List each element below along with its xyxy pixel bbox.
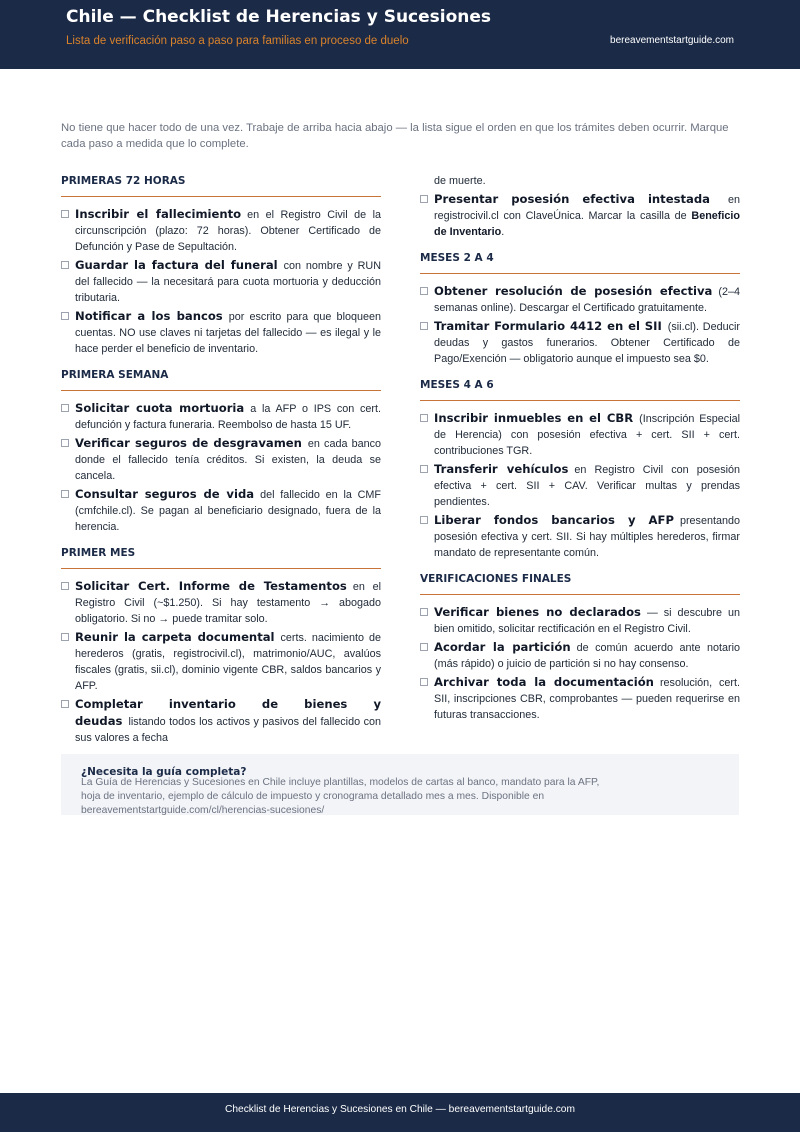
checklist-item[interactable]	[61, 696, 381, 746]
checkbox-icon[interactable]	[420, 643, 428, 651]
checkbox-icon[interactable]	[61, 582, 69, 590]
checkbox-icon[interactable]	[420, 516, 428, 524]
item-lead: Inscribir inmuebles en el CBR	[434, 411, 634, 425]
checkbox-icon[interactable]	[61, 312, 69, 320]
item-lead: Presentar posesión efectiva intestada	[434, 192, 710, 206]
checklist-item[interactable]	[61, 206, 381, 255]
page-header	[0, 0, 800, 69]
right-column	[420, 173, 740, 725]
item-text: (2–4 semanas online). Descargar el Certificado gratuitamente.	[434, 286, 740, 314]
checklist-item[interactable]	[61, 486, 381, 535]
checkbox-icon[interactable]	[420, 287, 428, 295]
checklist-item[interactable]	[420, 283, 740, 316]
item-text: en Registro Civil con posesión efectiva + cert. SII + CAV. Verificar multas y prendas pendientes.	[434, 464, 740, 508]
footer-text: Checklist de Herencias y Sucesiones en Chile — bereavementstartguide.com	[225, 1104, 575, 1115]
section-title: PRIMERAS 72 HORAS	[61, 175, 381, 197]
site-name: bereavementstartguide.com	[610, 35, 734, 46]
item-lead: Transferir vehículos	[434, 462, 569, 476]
checklist-item[interactable]	[61, 308, 381, 357]
intro-text: No tiene que hacer todo de una vez. Trabaje de arriba hacia abajo — la lista sigue el orden en que los trámites deben ocurrir. Marque cada paso a medida que lo complete.	[61, 122, 729, 150]
checkbox-icon[interactable]	[420, 678, 428, 686]
item-lead: Archivar toda la documentación	[434, 675, 654, 689]
item-text: resolución, cert. SII, inscripciones CBR, comprobantes — pueden requerirse en futuras transacciones.	[434, 677, 740, 721]
checkbox-icon[interactable]	[61, 700, 69, 708]
item-text-end: .	[501, 226, 505, 238]
checklist-item[interactable]	[61, 257, 381, 306]
item-text: (Inscripción Especial de Herencia) con posesión efectiva + cert. SII + cert. contribuciones TGR.	[434, 413, 741, 457]
checklist-item[interactable]	[420, 461, 740, 510]
item-emphasis: Beneficio de Inventario	[434, 210, 741, 238]
item-text: por escrito para que bloqueen cuentas. NO use claves ni tarjetas del fallecido — es ilegal y le hace perder el beneficio de inventario.	[75, 311, 381, 355]
item-text: de común acuerdo ante notario (más rápido) o juicio de partición si no hay consenso.	[434, 642, 740, 670]
item-text: a la AFP o IPS con cert. defunción y factura funeraria. Reembolso de hasta 15 UF.	[75, 403, 381, 431]
checklist-item[interactable]	[61, 578, 381, 627]
checklist-item[interactable]	[420, 318, 740, 367]
item-text: listando todos los activos y pasivos del fallecido con sus valores a fecha	[75, 716, 381, 744]
page-subtitle: Lista de verificación paso a paso para familias en proceso de duelo	[66, 35, 409, 47]
item-text: en cada banco donde el fallecido tenía créditos. Si existen, la deuda se cancela.	[75, 438, 381, 482]
item-text: en el Registro Civil (~$1.250). Si hay testamento → abogado obligatorio. Si no → puede tramitar solo.	[75, 581, 381, 625]
item-lead: Completar inventario de bienes y deudas	[75, 697, 381, 728]
item-lead: Acordar la partición	[434, 640, 571, 654]
checklist-item[interactable]	[420, 191, 740, 240]
checkbox-icon[interactable]	[420, 414, 428, 422]
checklist-item[interactable]	[420, 410, 740, 459]
checklist-item[interactable]	[420, 512, 740, 561]
section-title: VERIFICACIONES FINALES	[420, 573, 740, 595]
item-lead: Reunir la carpeta documental	[75, 630, 275, 644]
section-title: PRIMER MES	[61, 547, 381, 569]
checklist-item[interactable]	[420, 674, 740, 723]
item-text: (sii.cl). Deducir deudas y gastos funerarios. Obtener Certificado de Pago/Exención — obligatorio aunque el impuesto sea $0.	[434, 321, 740, 365]
checkbox-icon[interactable]	[420, 322, 428, 330]
item-lead: Notificar a los bancos	[75, 309, 223, 323]
left-column	[61, 173, 381, 748]
page-footer	[0, 1093, 800, 1132]
section-title: MESES 2 A 4	[420, 252, 740, 274]
item-lead: Solicitar Cert. Informe de Testamentos	[75, 579, 347, 593]
checkbox-icon[interactable]	[61, 439, 69, 447]
checkbox-icon[interactable]	[61, 404, 69, 412]
checkbox-icon[interactable]	[420, 195, 428, 203]
checklist-item[interactable]	[61, 435, 381, 484]
item-text: certs. nacimiento de herederos (gratis, registrocivil.cl), matrimonio/AUC, avalúos fiscales (gratis, sii.cl), dominio vigente CBR, saldos bancarios y AFP.	[75, 632, 381, 692]
item-text: — si descubre un bien omitido, solicitar rectificación en el Registro Civil.	[434, 607, 740, 635]
checklist-item[interactable]	[420, 639, 740, 672]
item-lead: Verificar seguros de desgravamen	[75, 436, 302, 450]
checkbox-icon[interactable]	[61, 490, 69, 498]
checkbox-icon[interactable]	[420, 608, 428, 616]
item-lead: Obtener resolución de posesión efectiva	[434, 284, 713, 298]
checkbox-icon[interactable]	[420, 465, 428, 473]
page-title: Chile — Checklist de Herencias y Sucesiones	[66, 7, 492, 27]
item-lead: Solicitar cuota mortuoria	[75, 401, 245, 415]
item-text: con nombre y RUN del fallecido — la necesitará para cuota mortuoria y deducción tributaria.	[75, 260, 381, 304]
item-lead: Verificar bienes no declarados	[434, 605, 641, 619]
checklist-item[interactable]	[420, 604, 740, 637]
checklist-item[interactable]	[61, 629, 381, 694]
continued-text: de muerte.	[434, 175, 486, 187]
item-lead: Liberar fondos bancarios y AFP	[434, 513, 674, 527]
item-lead: Inscribir el fallecimiento	[75, 207, 242, 221]
section-title: MESES 4 A 6	[420, 379, 740, 401]
item-text: presentando posesión efectiva y cert. SII. Si hay múltiples herederos, firmar mandato de representante común.	[434, 515, 740, 559]
item-lead: Consultar seguros de vida	[75, 487, 255, 501]
item-text: en registrocivil.cl con ClaveÚnica. Marcar la casilla de	[434, 194, 740, 222]
checkbox-icon[interactable]	[61, 210, 69, 218]
section-title: PRIMERA SEMANA	[61, 369, 381, 391]
checkbox-icon[interactable]	[61, 633, 69, 641]
item-text: en el Registro Civil de la circunscripción (plazo: 72 horas). Obtener Certificado de Defunción y Pase de Sepultación.	[75, 209, 382, 253]
item-lead: Guardar la factura del funeral	[75, 258, 278, 272]
checklist-item[interactable]	[61, 400, 381, 433]
item-lead: Tramitar Formulario 4412 en el SII	[434, 319, 662, 333]
checkbox-icon[interactable]	[61, 261, 69, 269]
callout-title: ¿Necesita la guía completa?	[81, 766, 247, 778]
guide-callout	[61, 754, 739, 815]
callout-body: La Guía de Herencias y Sucesiones en Chile incluye plantillas, modelos de cartas al banco, mandato para la AFP, hoja de inventario, ejemplo de cálculo de impuesto y cronograma detallado mes a mes. Disponible en bereavementstartguide.com/cl/herencias-sucesiones/	[81, 777, 600, 816]
item-text: del fallecido en la CMF (cmfchile.cl). Se pagan al beneficiario designado, fuera de la herencia.	[75, 489, 382, 533]
